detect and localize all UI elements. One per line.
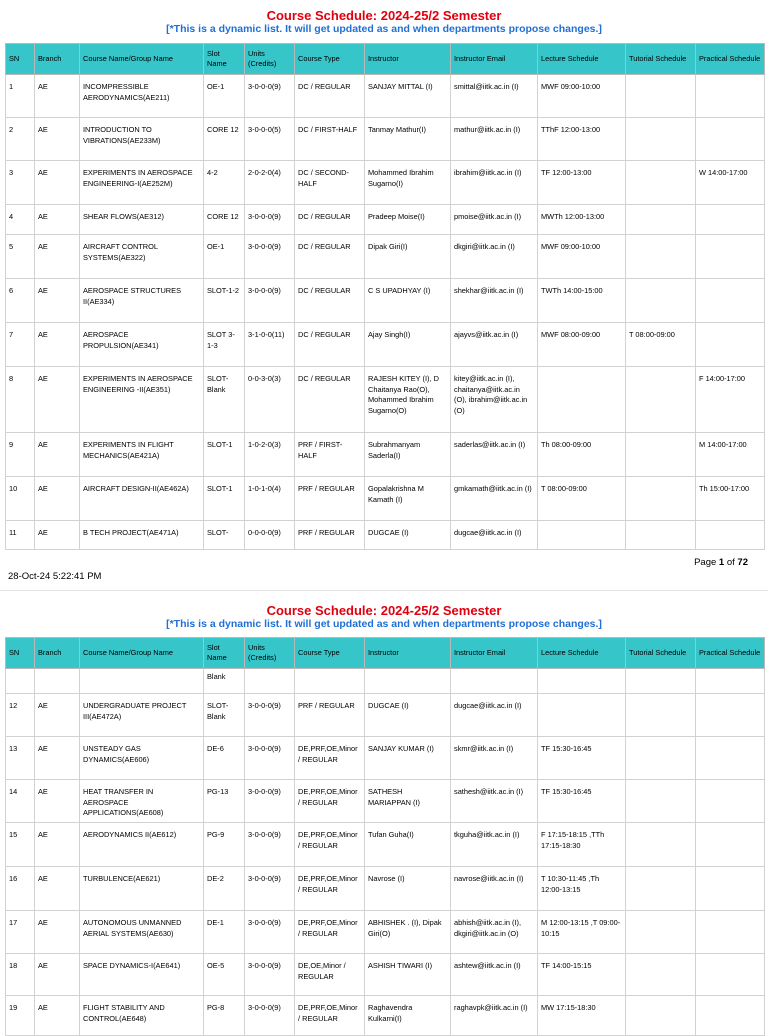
cell-branch: AE	[35, 521, 80, 550]
cell-practical-schedule: W 14:00-17:00	[696, 161, 765, 205]
cell-instructor-email: ashtew@iitk.ac.in (I)	[451, 954, 538, 996]
table-row	[6, 996, 765, 1036]
cell-practical-schedule	[696, 669, 765, 694]
cell-course-name: AIRCRAFT DESIGN-II(AE462A)	[80, 477, 204, 521]
cell-branch: AE	[35, 161, 80, 205]
cell-units: 3-1-0-0(11)	[245, 323, 295, 367]
cell-slot-name: CORE 12	[204, 205, 245, 235]
cell-tutorial-schedule	[626, 823, 696, 867]
cell-practical-schedule	[696, 780, 765, 823]
cell-tutorial-schedule	[626, 521, 696, 550]
cell-branch: AE	[35, 867, 80, 911]
cell-tutorial-schedule	[626, 235, 696, 279]
cell-sn: 2	[6, 118, 35, 161]
cell-tutorial-schedule	[626, 996, 696, 1036]
cell-units: 3-0-0-0(9)	[245, 867, 295, 911]
cell-slot-name: OE-1	[204, 235, 245, 279]
col-header-branch: Branch	[35, 44, 80, 75]
schedule-table-page-1	[5, 43, 765, 550]
col-header-practical-schedule: Practical Schedule	[696, 44, 765, 75]
print-timestamp: 28-Oct-24 5:22:41 PM	[8, 571, 102, 582]
cell-tutorial-schedule	[626, 954, 696, 996]
cell-lecture-schedule: MWF 08:00-09:00	[538, 323, 626, 367]
col-header-course-name: Course Name/Group Name	[80, 44, 204, 75]
cell-slot-name: SLOT-1-2	[204, 279, 245, 323]
col-header-instructor-email: Instructor Email	[451, 638, 538, 669]
cell-branch: AE	[35, 279, 80, 323]
cell-units: 3-0-0-0(5)	[245, 118, 295, 161]
cell-slot-name: SLOT-Blank	[204, 367, 245, 433]
cell-tutorial-schedule	[626, 669, 696, 694]
col-header-slot-name: Slot Name	[204, 44, 245, 75]
cell-lecture-schedule	[538, 669, 626, 694]
cell-practical-schedule	[696, 867, 765, 911]
cell-branch: AE	[35, 996, 80, 1036]
cell-instructor-email: raghavpk@iitk.ac.in (I)	[451, 996, 538, 1036]
cell-course-name: EXPERIMENTS IN FLIGHT MECHANICS(AE421A)	[80, 433, 204, 477]
cell-instructor-email: abhish@iitk.ac.in (I), dkgiri@iitk.ac.in (O)	[451, 911, 538, 954]
cell-lecture-schedule: MWF 09:00-10:00	[538, 75, 626, 118]
cell-lecture-schedule: MWTh 12:00-13:00	[538, 205, 626, 235]
cell-lecture-schedule	[538, 367, 626, 433]
cell-course-type: DC / SECOND-HALF	[295, 161, 365, 205]
cell-tutorial-schedule	[626, 118, 696, 161]
cell-sn: 17	[6, 911, 35, 954]
cell-sn: 8	[6, 367, 35, 433]
cell-instructor-email	[451, 669, 538, 694]
cell-course-name: AEROSPACE PROPULSION(AE341)	[80, 323, 204, 367]
cell-branch: AE	[35, 911, 80, 954]
cell-course-type: DC / FIRST-HALF	[295, 118, 365, 161]
cell-sn: 1	[6, 75, 35, 118]
table-body-page-1	[6, 75, 765, 550]
cell-course-type: PRF / REGULAR	[295, 521, 365, 550]
col-header-instructor: Instructor	[365, 44, 451, 75]
cell-tutorial-schedule	[626, 161, 696, 205]
col-header-instructor-email: Instructor Email	[451, 44, 538, 75]
table-row	[6, 521, 765, 550]
table-row	[6, 75, 765, 118]
cell-slot-name: OE-5	[204, 954, 245, 996]
cell-instructor: Subrahmanyam Saderla(I)	[365, 433, 451, 477]
cell-instructor-email: navrose@iitk.ac.in (I)	[451, 867, 538, 911]
cell-slot-name: 4-2	[204, 161, 245, 205]
cell-lecture-schedule: TF 15:30-16:45	[538, 737, 626, 780]
cell-units: 3-0-0-0(9)	[245, 996, 295, 1036]
cell-instructor-email: saderlas@iitk.ac.in (I)	[451, 433, 538, 477]
cell-slot-name: OE-1	[204, 75, 245, 118]
table-row	[6, 205, 765, 235]
cell-branch: AE	[35, 323, 80, 367]
cell-slot-name: Blank	[204, 669, 245, 694]
cell-tutorial-schedule	[626, 477, 696, 521]
cell-sn: 4	[6, 205, 35, 235]
cell-practical-schedule	[696, 737, 765, 780]
table-row	[6, 161, 765, 205]
cell-sn: 6	[6, 279, 35, 323]
cell-lecture-schedule: TThF 12:00-13:00	[538, 118, 626, 161]
cell-course-name: TURBULENCE(AE621)	[80, 867, 204, 911]
table-row	[6, 323, 765, 367]
col-header-practical-schedule: Practical Schedule	[696, 638, 765, 669]
cell-sn: 11	[6, 521, 35, 550]
col-header-lecture-schedule: Lecture Schedule	[538, 44, 626, 75]
cell-branch	[35, 669, 80, 694]
page-title-2: Course Schedule: 2024-25/2 Semester	[266, 603, 502, 618]
cell-branch: AE	[35, 118, 80, 161]
cell-units: 0-0-0-0(9)	[245, 521, 295, 550]
cell-sn: 18	[6, 954, 35, 996]
cell-tutorial-schedule	[626, 75, 696, 118]
cell-lecture-schedule: MWF 09:00-10:00	[538, 235, 626, 279]
cell-course-name: AUTONOMOUS UNMANNED AERIAL SYSTEMS(AE630)	[80, 911, 204, 954]
cell-instructor-email: dkgiri@iitk.ac.in (I)	[451, 235, 538, 279]
cell-practical-schedule	[696, 75, 765, 118]
cell-instructor: ASHISH TIWARI (I)	[365, 954, 451, 996]
cell-branch: AE	[35, 477, 80, 521]
cell-units: 3-0-0-0(9)	[245, 279, 295, 323]
cell-instructor-email: tkguha@iitk.ac.in (I)	[451, 823, 538, 867]
cell-course-type: DE,PRF,OE,Minor / REGULAR	[295, 737, 365, 780]
cell-course-type: DC / REGULAR	[295, 323, 365, 367]
cell-branch: AE	[35, 75, 80, 118]
cell-slot-name: DE-6	[204, 737, 245, 780]
cell-sn: 3	[6, 161, 35, 205]
cell-branch: AE	[35, 235, 80, 279]
cell-sn: 12	[6, 694, 35, 737]
cell-instructor: DUGCAE (I)	[365, 694, 451, 737]
table-row	[6, 694, 765, 737]
cell-course-type: DE,PRF,OE,Minor / REGULAR	[295, 867, 365, 911]
cell-course-name: UNDERGRADUATE PROJECT III(AE472A)	[80, 694, 204, 737]
table-row	[6, 669, 765, 694]
cell-lecture-schedule: TF 14:00-15:15	[538, 954, 626, 996]
cell-course-type: DE,PRF,OE,Minor / REGULAR	[295, 911, 365, 954]
cell-units: 3-0-0-0(9)	[245, 780, 295, 823]
cell-instructor-email: shekhar@iitk.ac.in (I)	[451, 279, 538, 323]
page-subtitle-2: [*This is a dynamic list. It will get updated as and when departments propose changes.]	[166, 618, 602, 630]
cell-course-type: DC / REGULAR	[295, 75, 365, 118]
table-header-row	[6, 638, 765, 669]
cell-instructor	[365, 669, 451, 694]
cell-slot-name: SLOT-Blank	[204, 694, 245, 737]
col-header-course-type: Course Type	[295, 638, 365, 669]
table-row	[6, 235, 765, 279]
cell-units: 3-0-0-0(9)	[245, 737, 295, 780]
cell-sn: 9	[6, 433, 35, 477]
cell-tutorial-schedule	[626, 694, 696, 737]
cell-units: 3-0-0-0(9)	[245, 694, 295, 737]
cell-course-type: PRF / FIRST-HALF	[295, 433, 365, 477]
cell-practical-schedule	[696, 521, 765, 550]
cell-practical-schedule: F 14:00-17:00	[696, 367, 765, 433]
cell-lecture-schedule: MW 17:15-18:30	[538, 996, 626, 1036]
cell-lecture-schedule: F 17:15-18:15 ,TTh 17:15-18:30	[538, 823, 626, 867]
cell-course-type: DC / REGULAR	[295, 205, 365, 235]
col-header-slot-name: Slot Name	[204, 638, 245, 669]
cell-course-name: EXPERIMENTS IN AEROSPACE ENGINEERING-I(AE252M)	[80, 161, 204, 205]
cell-course-name: INCOMPRESSIBLE AERODYNAMICS(AE211)	[80, 75, 204, 118]
cell-slot-name: PG-13	[204, 780, 245, 823]
schedule-table-page-2	[5, 637, 765, 1036]
cell-practical-schedule	[696, 954, 765, 996]
col-header-sn: SN	[6, 638, 35, 669]
table-row	[6, 279, 765, 323]
cell-lecture-schedule: TWTh 14:00-15:00	[538, 279, 626, 323]
cell-tutorial-schedule	[626, 279, 696, 323]
cell-sn: 14	[6, 780, 35, 823]
cell-practical-schedule	[696, 235, 765, 279]
cell-branch: AE	[35, 694, 80, 737]
cell-instructor: Mohammed Ibrahim Sugarno(I)	[365, 161, 451, 205]
col-header-units: Units (Credits)	[245, 44, 295, 75]
cell-lecture-schedule: T 08:00-09:00	[538, 477, 626, 521]
cell-practical-schedule	[696, 823, 765, 867]
cell-practical-schedule: M 14:00-17:00	[696, 433, 765, 477]
col-header-tutorial-schedule: Tutorial Schedule	[626, 638, 696, 669]
cell-units: 1-0-1-0(4)	[245, 477, 295, 521]
page-separator	[0, 590, 768, 591]
cell-tutorial-schedule	[626, 433, 696, 477]
cell-instructor: Pradeep Moise(I)	[365, 205, 451, 235]
cell-tutorial-schedule	[626, 367, 696, 433]
cell-instructor-email: ibrahim@iitk.ac.in (I)	[451, 161, 538, 205]
cell-instructor-email: dugcae@iitk.ac.in (I)	[451, 521, 538, 550]
cell-sn: 13	[6, 737, 35, 780]
page-1-header	[0, 8, 768, 36]
col-header-instructor: Instructor	[365, 638, 451, 669]
cell-instructor: Ajay Singh(I)	[365, 323, 451, 367]
cell-slot-name: DE-1	[204, 911, 245, 954]
cell-practical-schedule: Th 15:00-17:00	[696, 477, 765, 521]
cell-units: 3-0-0-0(9)	[245, 205, 295, 235]
cell-branch: AE	[35, 780, 80, 823]
cell-branch: AE	[35, 367, 80, 433]
cell-course-type: DE,PRF,OE,Minor / REGULAR	[295, 780, 365, 823]
cell-tutorial-schedule	[626, 737, 696, 780]
cell-units: 0-0-3-0(3)	[245, 367, 295, 433]
page-title: Course Schedule: 2024-25/2 Semester	[266, 8, 502, 23]
cell-instructor: Navrose (I)	[365, 867, 451, 911]
cell-instructor-email: ajayvs@iitk.ac.in (I)	[451, 323, 538, 367]
cell-instructor: ABHISHEK . (I), Dipak Giri(O)	[365, 911, 451, 954]
cell-sn: 15	[6, 823, 35, 867]
cell-branch: AE	[35, 823, 80, 867]
col-header-course-type: Course Type	[295, 44, 365, 75]
table-row	[6, 911, 765, 954]
cell-branch: AE	[35, 205, 80, 235]
page-number: Page 1 of 72	[694, 557, 748, 568]
cell-practical-schedule	[696, 996, 765, 1036]
cell-lecture-schedule: T 10:30-11:45 ,Th 12:00-13:15	[538, 867, 626, 911]
cell-instructor-email: pmoise@iitk.ac.in (I)	[451, 205, 538, 235]
cell-practical-schedule	[696, 205, 765, 235]
table-row	[6, 367, 765, 433]
cell-slot-name: CORE 12	[204, 118, 245, 161]
cell-instructor: Tufan Guha(I)	[365, 823, 451, 867]
cell-tutorial-schedule	[626, 780, 696, 823]
table-row	[6, 867, 765, 911]
cell-course-name: SPACE DYNAMICS-I(AE641)	[80, 954, 204, 996]
cell-sn: 10	[6, 477, 35, 521]
cell-course-name: HEAT TRANSFER IN AEROSPACE APPLICATIONS(AE608)	[80, 780, 204, 823]
cell-lecture-schedule: Th 08:00-09:00	[538, 433, 626, 477]
page-2-header	[0, 603, 768, 631]
cell-instructor-email: kitey@iitk.ac.in (I), chaitanya@iitk.ac.in (O), ibrahim@iitk.ac.in (O)	[451, 367, 538, 433]
cell-instructor-email: smittal@iitk.ac.in (I)	[451, 75, 538, 118]
cell-course-type: PRF / REGULAR	[295, 694, 365, 737]
cell-units: 3-0-0-0(9)	[245, 235, 295, 279]
cell-slot-name: SLOT-	[204, 521, 245, 550]
cell-instructor: DUGCAE (I)	[365, 521, 451, 550]
cell-course-name: B TECH PROJECT(AE471A)	[80, 521, 204, 550]
cell-units: 3-0-0-0(9)	[245, 954, 295, 996]
cell-slot-name: PG-8	[204, 996, 245, 1036]
cell-course-type: DE,PRF,OE,Minor / REGULAR	[295, 823, 365, 867]
cell-units	[245, 669, 295, 694]
col-header-branch: Branch	[35, 638, 80, 669]
table-row	[6, 823, 765, 867]
cell-branch: AE	[35, 954, 80, 996]
cell-course-name: EXPERIMENTS IN AEROSPACE ENGINEERING -II(AE351)	[80, 367, 204, 433]
cell-course-type: DC / REGULAR	[295, 279, 365, 323]
cell-units: 3-0-0-0(9)	[245, 911, 295, 954]
cell-course-name	[80, 669, 204, 694]
cell-sn	[6, 669, 35, 694]
cell-instructor-email: dugcae@iitk.ac.in (I)	[451, 694, 538, 737]
cell-units: 3-0-0-0(9)	[245, 75, 295, 118]
cell-units: 1-0-2-0(3)	[245, 433, 295, 477]
cell-lecture-schedule: TF 15:30-16:45	[538, 780, 626, 823]
col-header-course-name: Course Name/Group Name	[80, 638, 204, 669]
cell-units: 2-0-2-0(4)	[245, 161, 295, 205]
cell-course-type	[295, 669, 365, 694]
cell-course-name: AERODYNAMICS II(AE612)	[80, 823, 204, 867]
cell-instructor: Tanmay Mathur(I)	[365, 118, 451, 161]
cell-lecture-schedule: TF 12:00-13:00	[538, 161, 626, 205]
col-header-sn: SN	[6, 44, 35, 75]
cell-slot-name: SLOT 3-1-3	[204, 323, 245, 367]
cell-course-name: AIRCRAFT CONTROL SYSTEMS(AE322)	[80, 235, 204, 279]
cell-tutorial-schedule	[626, 911, 696, 954]
cell-instructor: Gopalakrishna M Kamath (I)	[365, 477, 451, 521]
cell-instructor: RAJESH KITEY (I), D Chaitanya Rao(O), Mohammed Ibrahim Sugarno(O)	[365, 367, 451, 433]
cell-instructor: Dipak Giri(I)	[365, 235, 451, 279]
cell-branch: AE	[35, 737, 80, 780]
cell-course-name: UNSTEADY GAS DYNAMICS(AE606)	[80, 737, 204, 780]
cell-practical-schedule	[696, 323, 765, 367]
page-subtitle: [*This is a dynamic list. It will get updated as and when departments propose changes.]	[166, 23, 602, 35]
cell-sn: 16	[6, 867, 35, 911]
table-row	[6, 954, 765, 996]
cell-instructor-email: mathur@iitk.ac.in (I)	[451, 118, 538, 161]
table-row	[6, 118, 765, 161]
cell-units: 3-0-0-0(9)	[245, 823, 295, 867]
cell-lecture-schedule	[538, 521, 626, 550]
table-body-page-2	[6, 669, 765, 1036]
cell-tutorial-schedule	[626, 867, 696, 911]
cell-instructor: Raghavendra Kulkarni(I)	[365, 996, 451, 1036]
cell-tutorial-schedule	[626, 205, 696, 235]
cell-instructor: SANJAY MITTAL (I)	[365, 75, 451, 118]
cell-instructor-email: gmkamath@iitk.ac.in (I)	[451, 477, 538, 521]
cell-branch: AE	[35, 433, 80, 477]
cell-lecture-schedule	[538, 694, 626, 737]
cell-course-name: FLIGHT STABILITY AND CONTROL(AE648)	[80, 996, 204, 1036]
cell-course-name: AEROSPACE STRUCTURES II(AE334)	[80, 279, 204, 323]
cell-course-type: DC / REGULAR	[295, 235, 365, 279]
col-header-tutorial-schedule: Tutorial Schedule	[626, 44, 696, 75]
cell-practical-schedule	[696, 279, 765, 323]
cell-sn: 5	[6, 235, 35, 279]
cell-practical-schedule	[696, 911, 765, 954]
table-header-row	[6, 44, 765, 75]
cell-tutorial-schedule: T 08:00-09:00	[626, 323, 696, 367]
cell-instructor-email: sathesh@iitk.ac.in (I)	[451, 780, 538, 823]
cell-course-name: INTRODUCTION TO VIBRATIONS(AE233M)	[80, 118, 204, 161]
table-row	[6, 737, 765, 780]
cell-slot-name: SLOT-1	[204, 477, 245, 521]
cell-slot-name: PG-9	[204, 823, 245, 867]
cell-course-type: DE,OE,Minor / REGULAR	[295, 954, 365, 996]
cell-lecture-schedule: M 12:00-13:15 ,T 09:00-10:15	[538, 911, 626, 954]
cell-instructor: C S UPADHYAY (I)	[365, 279, 451, 323]
cell-practical-schedule	[696, 694, 765, 737]
cell-practical-schedule	[696, 118, 765, 161]
cell-instructor: SATHESH MARIAPPAN (I)	[365, 780, 451, 823]
table-row	[6, 780, 765, 823]
cell-course-type: DE,PRF,OE,Minor / REGULAR	[295, 996, 365, 1036]
cell-slot-name: SLOT-1	[204, 433, 245, 477]
col-header-lecture-schedule: Lecture Schedule	[538, 638, 626, 669]
cell-course-type: DC / REGULAR	[295, 367, 365, 433]
col-header-units: Units (Credits)	[245, 638, 295, 669]
cell-instructor-email: skmr@iitk.ac.in (I)	[451, 737, 538, 780]
cell-slot-name: DE-2	[204, 867, 245, 911]
cell-sn: 7	[6, 323, 35, 367]
table-row	[6, 433, 765, 477]
cell-sn: 19	[6, 996, 35, 1036]
cell-course-name: SHEAR FLOWS(AE312)	[80, 205, 204, 235]
cell-instructor: SANJAY KUMAR (I)	[365, 737, 451, 780]
table-row	[6, 477, 765, 521]
cell-course-type: PRF / REGULAR	[295, 477, 365, 521]
